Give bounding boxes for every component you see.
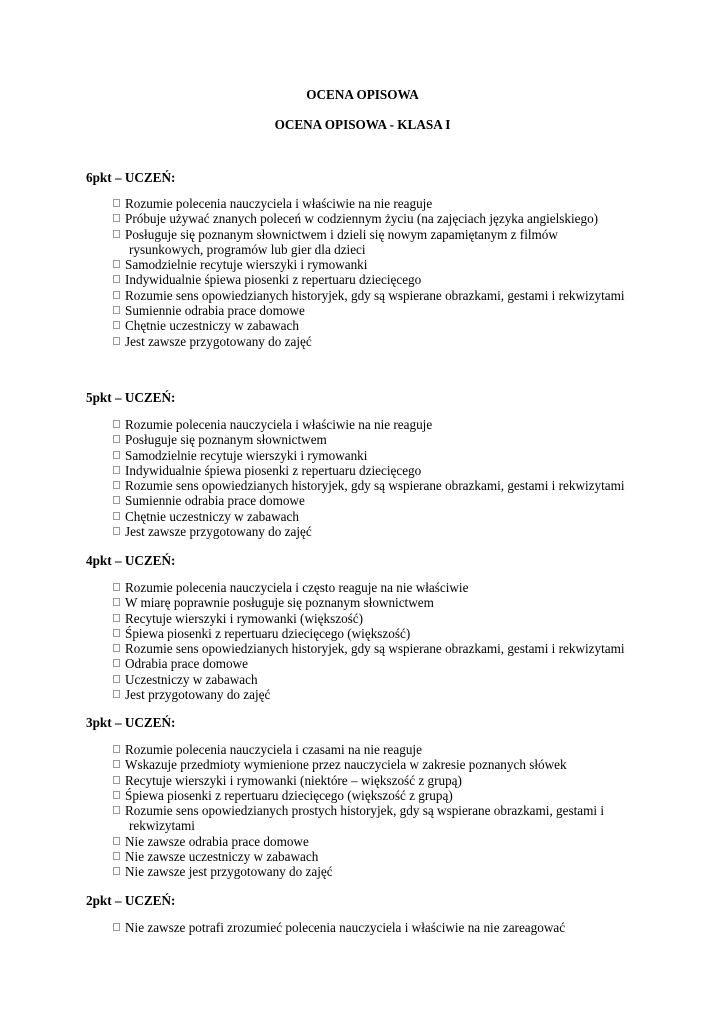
list-item: Samodzielnie recytuje wierszyki i rymowanki [86,257,656,272]
list-item: Śpiewa piosenki z repertuaru dziecięcego (większość z grupą) [86,788,656,803]
criteria-list [86,920,656,935]
checkbox-bullet-icon [113,496,120,504]
checkbox-bullet-icon [113,675,120,683]
checkbox-bullet-icon [113,337,120,345]
checkbox-bullet-icon [113,760,120,768]
list-item: Indywidualnie śpiewa piosenki z repertuaru dziecięcego [86,272,656,287]
list-item-continuation: rekwizytami [129,818,195,834]
section-3pkt [86,715,656,880]
checkbox-bullet-icon [113,481,120,489]
list-item-continuation: rysunkowych, programów lub gier dla dzieci [129,241,366,257]
criteria-list [86,580,656,702]
document-title: OCENA OPISOWA [306,87,419,102]
list-item: Samodzielnie recytuje wierszyki i rymowanki [86,448,656,463]
checkbox-bullet-icon [113,806,120,814]
criteria-list [86,196,656,349]
checkbox-bullet-icon [113,776,120,784]
document-subtitle: OCENA OPISOWA - KLASA I [274,117,451,132]
checkbox-bullet-icon [113,644,120,652]
checkbox-bullet-icon [113,435,120,443]
criteria-list [86,742,656,880]
checkbox-bullet-icon [113,230,120,238]
list-item: Rozumie polecenia nauczyciela i czasami na nie reaguje [86,742,656,757]
list-item: Recytuje wierszyki i rymowanki (większość) [86,611,656,626]
list-item: Sumiennie odrabia prace domowe [86,493,656,508]
checkbox-bullet-icon [113,512,120,520]
section-heading: 2pkt – UCZEŃ: [86,893,176,908]
checkbox-bullet-icon [113,583,120,591]
list-item: Nie zawsze uczestniczy w zabawach [86,849,656,864]
list-item: Odrabia prace domowe [86,656,656,671]
list-item: Posługuje się poznanym słownictwem i dzieli się nowym zapamiętanym z filmów rysunkowych, programów lub gier dla dzieci [86,227,656,258]
list-item: Posługuje się poznanym słownictwem [86,432,656,447]
checkbox-bullet-icon [113,260,120,268]
section-heading: 5pkt – UCZEŃ: [86,390,176,405]
section-4pkt [86,553,656,702]
checkbox-bullet-icon [113,466,120,474]
list-item: Rozumie polecenia nauczyciela i właściwie na nie reaguje [86,196,656,211]
checkbox-bullet-icon [113,690,120,698]
list-item: Nie zawsze potrafi zrozumieć polecenia nauczyciela i właściwie na nie zareagować [86,920,656,935]
section-6pkt [86,170,656,349]
list-item: Wskazuje przedmioty wymienione przez nauczyciela w zakresie poznanych słówek [86,757,656,772]
checkbox-bullet-icon [113,199,120,207]
section-2pkt [86,893,656,935]
list-item: Uczestniczy w zabawach [86,672,656,687]
checkbox-bullet-icon [113,321,120,329]
checkbox-bullet-icon [113,214,120,222]
checkbox-bullet-icon [113,659,120,667]
list-item: Nie zawsze odrabia prace domowe [86,834,656,849]
checkbox-bullet-icon [113,291,120,299]
section-heading: 4pkt – UCZEŃ: [86,553,176,568]
checkbox-bullet-icon [113,420,120,428]
list-item: Rozumie polecenia nauczyciela i właściwie na nie reaguje [86,417,656,432]
list-item: Próbuje używać znanych poleceń w codziennym życiu (na zajęciach języka angielskiego) [86,211,656,226]
list-item: Chętnie uczestniczy w zabawach [86,509,656,524]
checkbox-bullet-icon [113,527,120,535]
section-heading: 6pkt – UCZEŃ: [86,170,176,185]
list-item: Jest zawsze przygotowany do zajęć [86,334,656,349]
checkbox-bullet-icon [113,451,120,459]
list-item: Śpiewa piosenki z repertuaru dziecięcego (większość) [86,626,656,641]
list-item: Recytuje wierszyki i rymowanki (niektóre – większość z grupą) [86,773,656,788]
list-item: Sumiennie odrabia prace domowe [86,303,656,318]
checkbox-bullet-icon [113,791,120,799]
checkbox-bullet-icon [113,923,120,931]
section-heading: 3pkt – UCZEŃ: [86,715,176,730]
criteria-list [86,417,656,539]
list-item: Rozumie sens opowiedzianych historyjek, gdy są wspierane obrazkami, gestami i rekwizytami [86,288,656,303]
list-item: Jest zawsze przygotowany do zajęć [86,524,656,539]
checkbox-bullet-icon [113,306,120,314]
checkbox-bullet-icon [113,614,120,622]
list-item: Chętnie uczestniczy w zabawach [86,318,656,333]
section-5pkt [86,390,656,539]
list-item: Rozumie polecenia nauczyciela i często reaguje na nie właściwie [86,580,656,595]
list-item: Nie zawsze jest przygotowany do zajęć [86,864,656,879]
checkbox-bullet-icon [113,852,120,860]
checkbox-bullet-icon [113,598,120,606]
list-item: Jest przygotowany do zajęć [86,687,656,702]
checkbox-bullet-icon [113,629,120,637]
checkbox-bullet-icon [113,867,120,875]
checkbox-bullet-icon [113,275,120,283]
list-item: Rozumie sens opowiedzianych prostych historyjek, gdy są wspierane obrazkami, gestami i rekwizytami [86,803,656,834]
checkbox-bullet-icon [113,745,120,753]
checkbox-bullet-icon [113,837,120,845]
list-item: Indywidualnie śpiewa piosenki z repertuaru dziecięcego [86,463,656,478]
list-item: Rozumie sens opowiedzianych historyjek, gdy są wspierane obrazkami, gestami i rekwizytami [86,478,656,493]
list-item: Rozumie sens opowiedzianych historyjek, gdy są wspierane obrazkami, gestami i rekwizytami [86,641,656,656]
list-item: W miarę poprawnie posługuje się poznanym słownictwem [86,595,656,610]
